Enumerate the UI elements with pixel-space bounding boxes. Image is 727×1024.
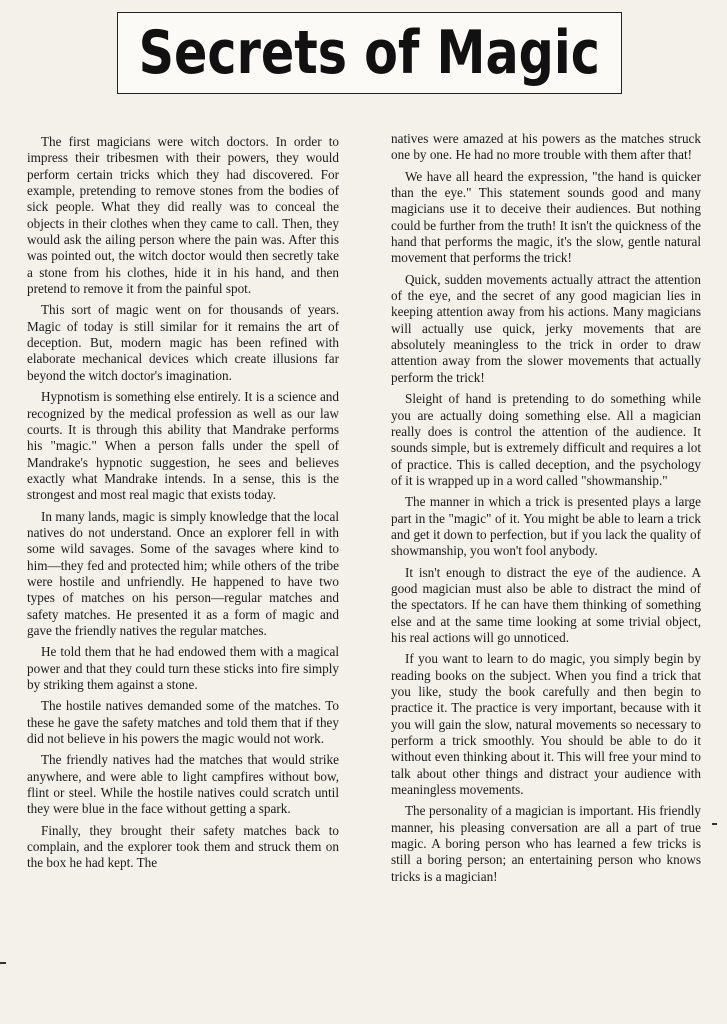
left-column: [27, 134, 339, 1016]
paragraph: The first magicians were witch doctors. In order to impress their tribesmen with their powers, they would perform certain tricks which they had discovered. For example, pretending to remove stones from the bodies of sick people. What they did really was to conceal the objects in their clothes when they came to call. Then, they would ask the ailing person where the pain was. After this was pointed out, the witch doctor would then secretly take a stone from his clothes, hide it in his hand, and then pretend to remove it from the painful spot.: [27, 134, 339, 297]
paragraph: Quick, sudden movements actually attract the attention of the eye, and the secret of any good magician lies in keeping attention away from his actions. Many magicians will actually use quick, jerky movements that are absolutely meaningless to the trick in order to draw attention away from the slower movements that actually perform the trick!: [391, 271, 701, 385]
paragraph: Sleight of hand is pretending to do something while you are actually doing something else. All a magician really does is control the attention of the audience. It sounds simple, but is extremely difficult and requires a lot of practice. This is called deception, and the psychology of it is wrapped up in a word called "showmanship.": [391, 391, 701, 488]
paragraph: He told them that he had endowed them with a magical power and that they could turn these sticks into fire simply by striking them against a stone.: [27, 644, 339, 692]
paragraph: Hypnotism is something else entirely. It is a science and recognized by the medical profession as well as our law courts. It is through this ability that Mandrake performs his "magic." When a person falls under the spell of Mandrake's hypnotic suggestion, he sees and believes exactly what Mandrake intends. In a sense, this is the strongest and most real magic that exists today.: [27, 389, 339, 503]
paragraph: In many lands, magic is simply knowledge that the local natives do not understand. Once an explorer fell in with some wild savages. Some of the savages where kind to him—they fed and protected him; while others of the tribe were hostile and unfriendly. He happened to have two types of matches on his person—regular matches and safety matches. He presented it as a form of magic and gave the friendly natives the regular matches.: [27, 508, 339, 638]
paragraph: The hostile natives demanded some of the matches. To these he gave the safety matches and told them that if they did not believe in his powers the magic would not work.: [27, 698, 339, 747]
paragraph: The manner in which a trick is presented plays a large part in the "magic" of it. You might be able to learn a trick and get it down to perfection, but if you lack the quality of showmanship, you won't fool anybody.: [391, 494, 701, 559]
paragraph: It isn't enough to distract the eye of the audience. A good magician must also be able to distract the mind of the spectators. If he can have them thinking of something else and at the same time looking at some trivial object, his real actions will go unnoticed.: [391, 564, 701, 645]
right-column: [391, 131, 701, 1016]
paragraph: natives were amazed at his powers as the matches struck one by one. He had no more trouble with them after that!: [391, 131, 701, 163]
paragraph: The friendly natives had the matches that would strike anywhere, and were able to light campfires without bow, flint or steel. While the hostile natives could scratch until they were blue in the face without getting a spark.: [27, 752, 339, 817]
article-title: Secrets of Magic: [138, 18, 601, 88]
print-speck: [712, 823, 717, 825]
print-speck: [0, 962, 6, 964]
paragraph: We have all heard the expression, "the hand is quicker than the eye." This statement sounds good and many magicians use it to deceive their audiences. But nothing could be further from the truth! It isn't the quickness of the hand that performs the magic, it's the slow, gentle natural movement that performs the trick!: [391, 168, 701, 266]
paragraph: The personality of a magician is important. His friendly manner, his pleasing conversation are all a part of true magic. A boring person who has learned a few tricks is still a boring person; an entertaining person who knows tricks is a magician!: [391, 803, 701, 884]
paragraph: This sort of magic went on for thousands of years. Magic of today is still similar for it remains the art of deception. But, modern magic has been refined with elaborate mechanical devices which create illusions far beyond the witch doctor's imagination.: [27, 302, 339, 383]
paragraph: Finally, they brought their safety matches back to complain, and the explorer took them and struck them on the box he had kept. The: [27, 822, 339, 871]
title-box: [117, 12, 622, 94]
paragraph: If you want to learn to do magic, you simply begin by reading books on the subject. When you find a trick that you like, study the book carefully and then begin to practice it. The practice is very important, because with it you will gain the slow, natural movements so necessary to perform a trick smoothly. You should be able to do it without even thinking about it. This will free your mind to talk about other things and distract your audience with meaningless movements.: [391, 651, 701, 798]
